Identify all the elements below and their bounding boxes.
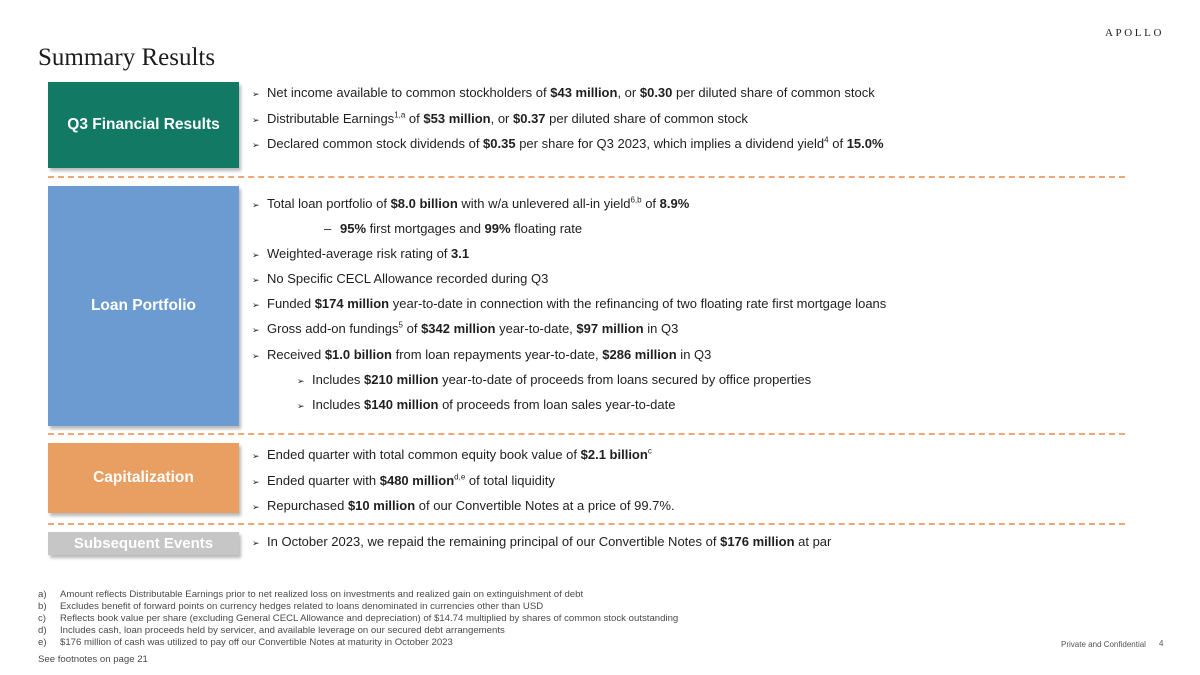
apollo-logo: APOLLO — [1105, 27, 1164, 39]
cap-bullet-liquidity: ➢ Ended quarter with $480 million$^{d,e}$ of total liquidity — [252, 472, 555, 488]
loan-portfolio-box: Loan Portfolio — [48, 186, 239, 426]
arrow-bullet-icon: ➢ — [297, 401, 305, 411]
section-divider — [48, 176, 1125, 178]
q3-bullet-dividends: ➢ Declared common stock dividends of $0.35 per share for Q3 2023, which implies a dividend yield$^4$ of 15.0% — [252, 135, 884, 151]
section-divider — [48, 523, 1125, 525]
arrow-bullet-icon: ➢ — [252, 275, 260, 285]
section-divider — [48, 433, 1125, 435]
arrow-bullet-icon: ➢ — [252, 300, 260, 310]
arrow-bullet-icon: ➢ — [252, 451, 260, 461]
arrow-bullet-icon: ➢ — [252, 115, 260, 125]
arrow-bullet-icon: ➢ — [252, 200, 260, 210]
arrow-bullet-icon: ➢ — [252, 325, 260, 335]
capitalization-box: Capitalization — [48, 443, 239, 513]
page-number: 4 — [1159, 639, 1164, 648]
cap-bullet-repurchased: ➢ Repurchased $10 million of our Convertible Notes at a price of 99.7%. — [252, 498, 675, 513]
arrow-bullet-icon: ➢ — [252, 477, 260, 487]
loan-subbullet-loan-sales: ➢ Includes $140 million of proceeds from loan sales year-to-date — [297, 397, 676, 412]
see-footnotes-note: See footnotes on page 21 — [38, 654, 148, 665]
cap-bullet-book-value: ➢ Ended quarter with total common equity book value of $2.1 billion$^c$ — [252, 446, 652, 462]
loan-bullet-risk-rating: ➢ Weighted-average risk rating of 3.1 — [252, 246, 470, 261]
loan-bullet-add-on-fundings: ➢ Gross add-on fundings$^5$ of $342 million year-to-date, $97 million in Q3 — [252, 320, 679, 336]
loan-bullet-repayments: ➢ Received $1.0 billion from loan repayments year-to-date, $286 million in Q3 — [252, 347, 712, 362]
q3-bullet-distributable-earnings: ➢ Distributable Earnings$^{1,a}$ of $53 million, or $0.37 per diluted share of common stock — [252, 110, 748, 126]
confidential-label: Private and Confidential — [1061, 640, 1146, 649]
footnote-a: a) Amount reflects Distributable Earnings prior to net realized loss on investments and realized gain on extinguishment of debt — [38, 589, 584, 600]
loan-bullet-funded: ➢ Funded $174 million year-to-date in connection with the refinancing of two floating rate first mortgage loans — [252, 296, 887, 311]
events-bullet-convertible-notes: ➢ In October 2023, we repaid the remaining principal of our Convertible Notes of $176 million at par — [252, 534, 832, 549]
loan-subbullet-first-mortgages: – 95% first mortgages and 99% floating rate — [324, 221, 583, 236]
loan-bullet-total-portfolio: ➢ Total loan portfolio of $8.0 billion with w/a unlevered all-in yield$^{6,b}$ of 8.9% — [252, 195, 690, 211]
arrow-bullet-icon: ➢ — [252, 351, 260, 361]
arrow-bullet-icon: ➢ — [252, 140, 260, 150]
arrow-bullet-icon: ➢ — [252, 538, 260, 548]
loan-bullet-cecl: ➢ No Specific CECL Allowance recorded during Q3 — [252, 271, 549, 286]
page-title: Summary Results — [38, 44, 216, 71]
arrow-bullet-icon: ➢ — [252, 89, 260, 99]
q3-financial-results-box: Q3 Financial Results — [48, 82, 239, 168]
footnote-d: d) Includes cash, loan proceeds held by servicer, and available leverage on our secured debt arrangements — [38, 625, 505, 636]
arrow-bullet-icon: ➢ — [297, 376, 305, 386]
footnote-b: b) Excludes benefit of forward points on currency hedges related to loans denominated in currencies other than USD — [38, 601, 544, 612]
subsequent-events-box: Subsequent Events — [48, 532, 239, 555]
arrow-bullet-icon: ➢ — [252, 250, 260, 260]
footnote-e: e) $176 million of cash was utilized to pay off our Convertible Notes at maturity in October 2023 — [38, 637, 453, 648]
q3-bullet-net-income: ➢ Net income available to common stockholders of $43 million, or $0.30 per diluted share of common stock — [252, 85, 875, 100]
footnote-c: c) Reflects book value per share (excluding General CECL Allowance and depreciation) of $14.74 multiplied by shares of common stock outstanding — [38, 613, 679, 624]
arrow-bullet-icon: ➢ — [252, 502, 260, 512]
loan-subbullet-office: ➢ Includes $210 million year-to-date of proceeds from loans secured by office properties — [297, 372, 812, 387]
